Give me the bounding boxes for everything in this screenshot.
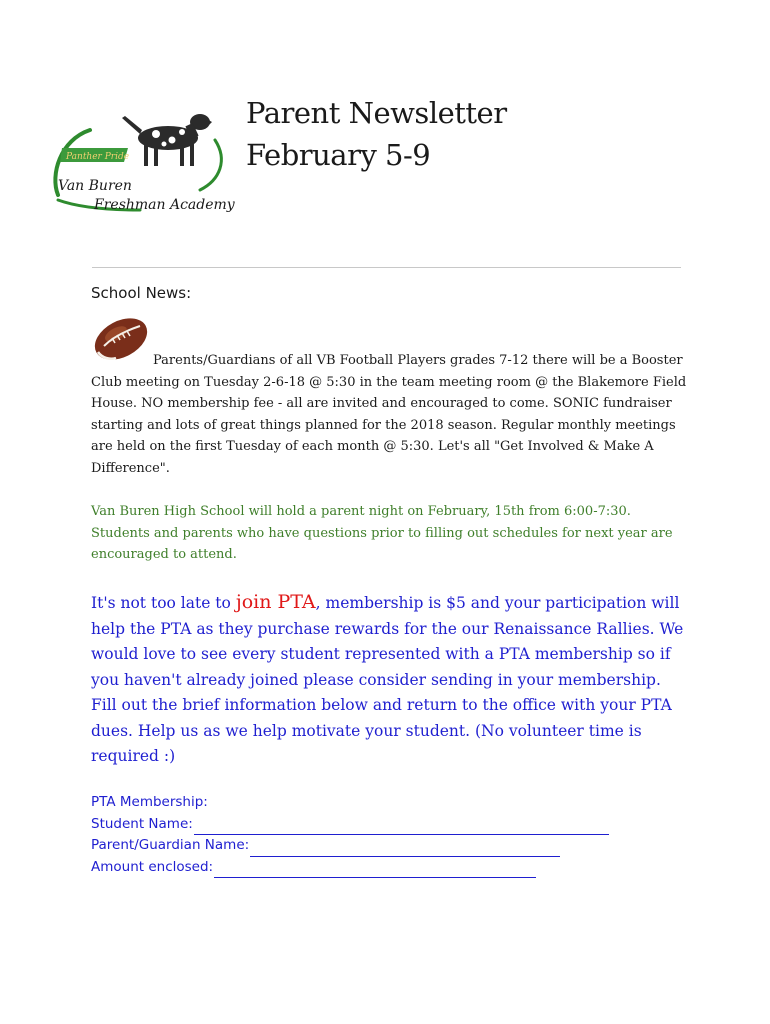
amount-enclosed-line[interactable] (214, 863, 536, 878)
booster-club-paragraph: Parents/Guardians of all VB Football Players grades 7-12 there will be a Booster Club meeting on Tuesday 2-6-18 @ 5:30 in the team meeting room @ the Blakemore Field House. NO membership fee - all are invited and encouraged to come. SONIC fundraiser starting and lots of great things planned for the 2018 season. Regular monthly meetings are held on the first Tuesday of each month @ 5:30. Let's all "Get Involved & Make A Difference". (91, 353, 687, 476)
parent-night-paragraph: Van Buren High School will hold a parent night on February, 15th from 6:00-7:30. Students and parents who have questions prior to filling out schedules for next year are encouraged to attend. (91, 504, 673, 562)
student-name-row (91, 814, 651, 836)
pta-membership-form (91, 792, 651, 878)
guardian-name-row (91, 835, 651, 857)
student-name-label: Student Name: (91, 815, 193, 832)
newsletter-title (246, 92, 507, 176)
guardian-name-label: Parent/Guardian Name: (91, 837, 250, 853)
pta-form-heading-row (91, 792, 651, 814)
student-name-line[interactable] (194, 820, 609, 835)
title-line-2: February 5-9 (246, 138, 431, 172)
pta-form-heading: PTA Membership: (91, 794, 208, 810)
logo-banner-text: Panther Pride (66, 152, 130, 162)
amount-enclosed-row (91, 857, 651, 879)
school-news-heading: School News: (91, 284, 192, 302)
header-divider (92, 267, 681, 268)
guardian-name-line[interactable] (250, 842, 560, 857)
logo-line2: Freshman Academy (94, 197, 235, 213)
dog-logo-icon (50, 100, 235, 218)
pta-text-after: , membership is $5 and your participation will help the PTA as they purchase rewards for the our Renaissance Rallies. We would love to see every student represented with a PTA membership so if you haven't already joined please consider sending in your membership. Fill out the brief information below and return to the office with your PTA dues. Help us as we help motivate your student. (No volunteer time is required :) (91, 594, 684, 765)
amount-enclosed-label: Amount enclosed: (91, 858, 214, 875)
logo-line1: Van Buren (58, 178, 132, 194)
join-pta-highlight: join PTA (235, 591, 316, 613)
school-logo (50, 100, 235, 218)
title-line-1: Parent Newsletter (246, 96, 507, 130)
pta-text-before: It's not too late to (91, 594, 236, 612)
pta-paragraph (91, 590, 691, 770)
